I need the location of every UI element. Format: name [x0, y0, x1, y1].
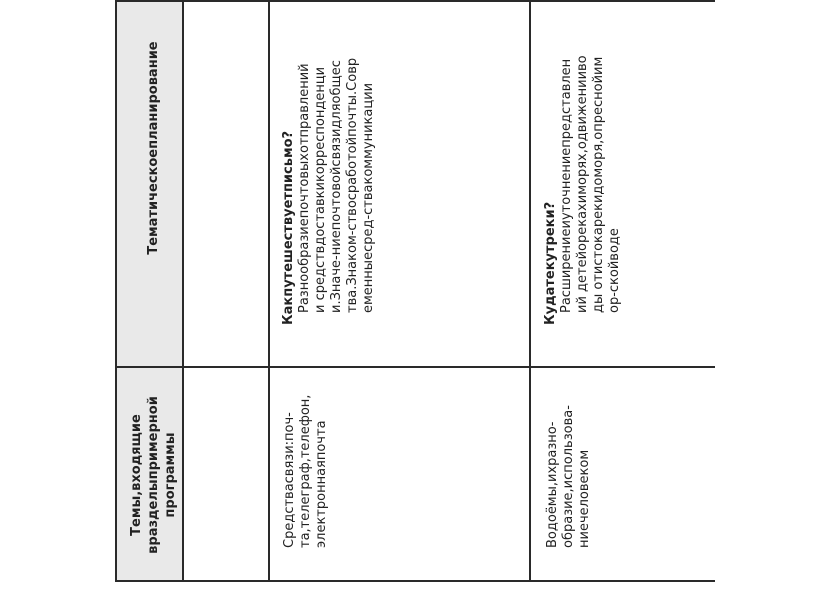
- row2-text: Расширениеиуточнениепредставлений детейорекахиморях,одвиженииводы отистокарекидоморя,опреснойимор-скойводе: [559, 55, 622, 313]
- row2-topic: Водоёмы,ихразно-образие,использова-ниечеловеком: [545, 405, 592, 548]
- table-border-row1: [268, 0, 270, 582]
- row2-planning: [543, 55, 623, 325]
- row1-question: Какпутешествуетписьмо?: [281, 130, 296, 325]
- table-border-top: [115, 0, 715, 2]
- table-border-row2: [529, 0, 531, 582]
- table-border-header: [182, 0, 184, 582]
- table-border-bottom: [115, 580, 715, 582]
- row2-question: Кудатекутреки?: [543, 201, 558, 325]
- row1-topic: Средствасвязи:поч-та,телеграф,телефон, электроннаяпочта: [282, 394, 329, 548]
- row1-planning: [281, 55, 377, 325]
- table-border-left: [115, 0, 117, 582]
- table-column-divider: [115, 366, 715, 368]
- row1-text: Разнообразиепочтовыхотправленийи средствдоставкикорреспонденции.Значе-ниепочтовойсвязидляобщества.Знаком-ствосработойпочты.Современныесред-ствакоммуникации: [297, 57, 376, 313]
- header-topics: Темы,входящие вразделыпримерной программы: [129, 396, 178, 554]
- header-planning: Тематическоепланирование: [146, 41, 161, 255]
